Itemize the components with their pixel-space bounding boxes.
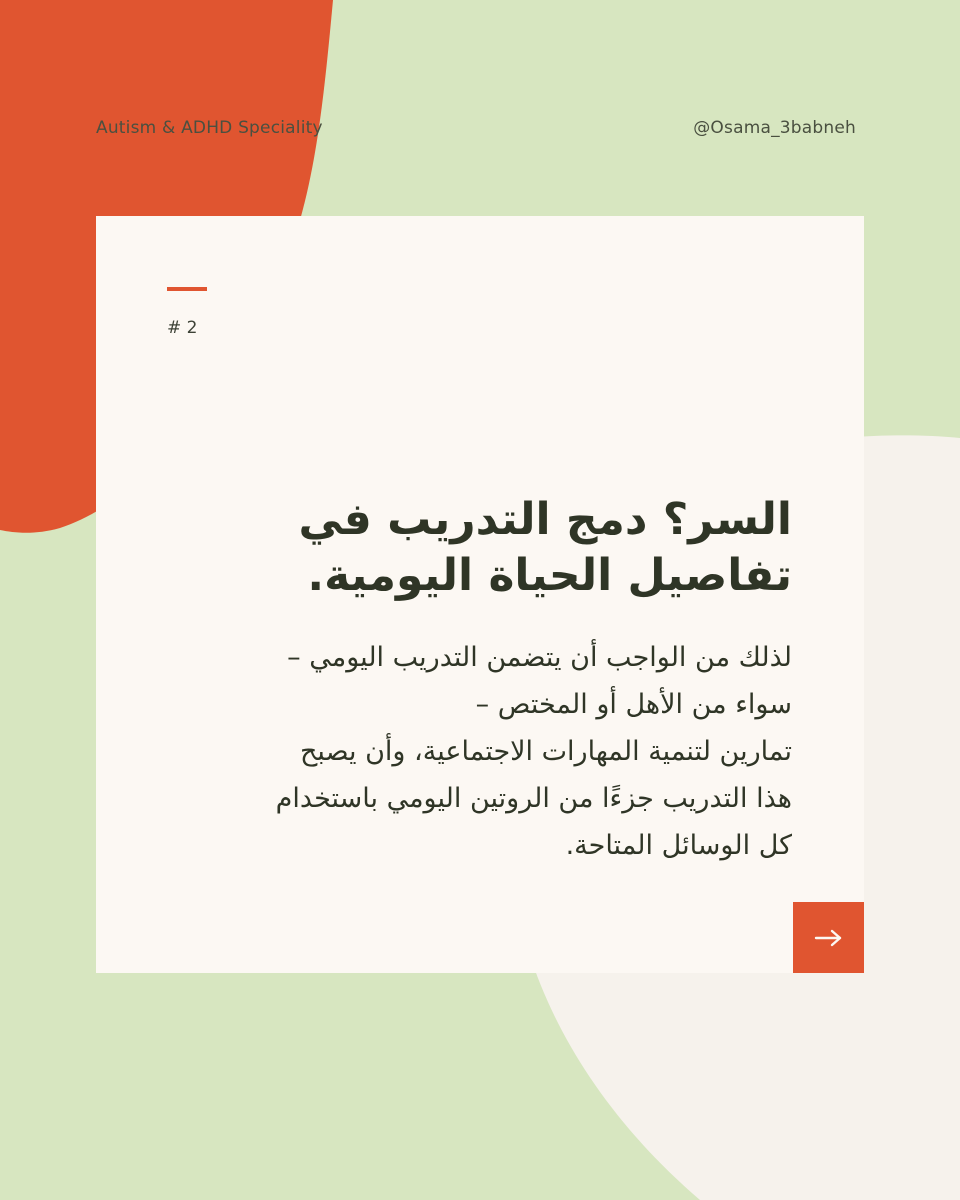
heading-line: تفاصيل الحياة اليومية.: [307, 550, 792, 601]
author-handle: @Osama_3babneh: [693, 118, 856, 138]
card-body: [172, 634, 792, 869]
body-line: لذلك من الواجب أن يتضمن التدريب اليومي –: [287, 642, 792, 673]
content-card: [96, 216, 864, 973]
body-line: تمارين لتنمية المهارات الاجتماعية، وأن يصبح: [300, 736, 792, 767]
card-heading: [232, 492, 792, 604]
body-line: سواء من الأهل أو المختص –: [475, 689, 792, 720]
accent-bar: [167, 287, 207, 291]
brand-label: Autism & ADHD Speciality: [96, 118, 323, 138]
next-slide-button[interactable]: [793, 902, 864, 973]
arrow-right-icon: [814, 928, 844, 948]
heading-line: السر؟ دمج التدريب في: [298, 494, 792, 545]
body-line: كل الوسائل المتاحة.: [565, 830, 792, 861]
body-line: هذا التدريب جزءًا من الروتين اليومي باستخدام: [275, 783, 792, 814]
slide-number: # 2: [167, 318, 198, 338]
